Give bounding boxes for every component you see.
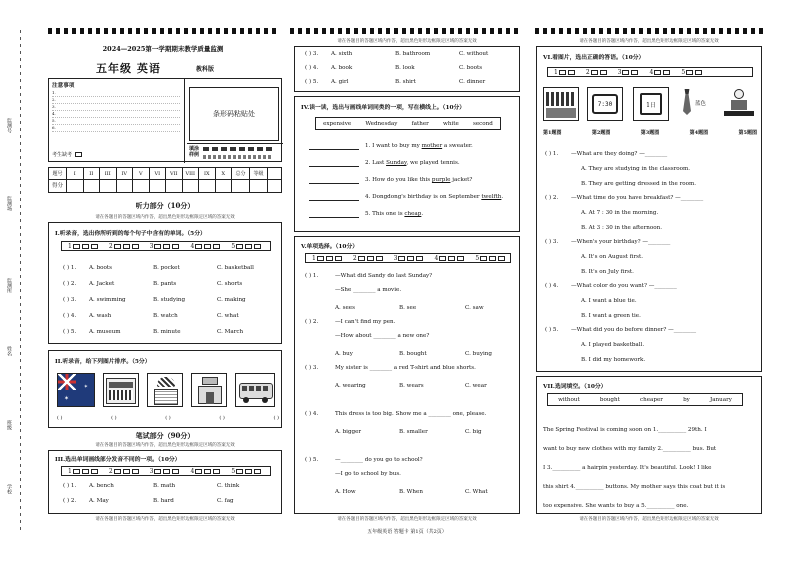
question-text [365, 143, 473, 149]
option-b: B. bathroom [395, 51, 431, 57]
score-header-cell: X [216, 168, 233, 179]
answer-slot[interactable]: 3 [150, 243, 181, 250]
section-2 [48, 350, 282, 428]
side-label-class: 班级 [6, 420, 12, 430]
answer-bracket[interactable]: ( ) 4. [63, 313, 77, 319]
side-label-school: 学校 [6, 484, 12, 494]
option-c: C. What [465, 489, 488, 495]
option-c: C. making [217, 297, 246, 303]
notice-title: 注意事项 [52, 83, 75, 89]
picture-caption: 第3题图 [640, 130, 660, 136]
info-box [48, 78, 282, 162]
answer-bracket[interactable]: ( ) 1. [63, 483, 77, 489]
question-block [305, 457, 515, 503]
question-text: —What did you do before dinner? —________ [571, 327, 697, 333]
question-text-2: —How about ________ a new one? [335, 333, 430, 339]
text-segment: 3. How do you like this [365, 177, 432, 183]
word-bank-item: bought [599, 396, 620, 403]
answer-slot[interactable]: 1 [312, 255, 343, 262]
top-dash-bar [290, 28, 520, 34]
text-segment: 5. This one is [365, 211, 405, 217]
option-a: A. swimming [89, 297, 126, 303]
option-b: B. minute [153, 329, 181, 335]
answer-bracket[interactable]: ( ) 4. [305, 411, 319, 417]
question-row [305, 51, 515, 65]
option-b: B. studying [153, 297, 186, 303]
top-dash-bar [48, 28, 278, 34]
score-header-cell: IX [199, 168, 216, 179]
calendar-day: 1日 [640, 93, 662, 115]
question-block [305, 319, 515, 365]
option-b: B. pocket [153, 265, 180, 271]
section-1-answer-row [61, 241, 271, 251]
option-c: C. dinner [459, 79, 486, 85]
question-row [63, 281, 273, 297]
section-5-answer-row [305, 253, 511, 263]
option-b: B. I did my homework. [581, 357, 646, 363]
question-block [305, 365, 515, 411]
option-c: C. March [217, 329, 244, 335]
section-5-items [305, 273, 515, 503]
score-header-cell: 题号 [49, 168, 67, 179]
section-7-title: VII.选词填空。（10分） [543, 384, 607, 390]
tie-color-label: 蓝色 [695, 101, 707, 107]
option-b: B. When [399, 489, 423, 495]
listening-title: 听力部分（10分） [135, 201, 195, 210]
notice-band: 请在各题目的答题区域内作答，超出黑色矩形边框限定区域的答案无效 [95, 517, 235, 522]
order-bracket[interactable]: ( ) [57, 415, 63, 421]
answer-slot[interactable]: 2 [353, 255, 384, 262]
section-3-answer-row [61, 466, 271, 476]
section-1 [48, 222, 282, 344]
fill-row [309, 211, 515, 228]
option-b: B. look [395, 65, 415, 71]
text-segment: a sweater. [442, 143, 473, 149]
order-bracket[interactable]: ( ) [165, 415, 171, 421]
question-text: —________ do you go to school? [335, 457, 423, 463]
passage [543, 421, 757, 516]
option-a: A. How [335, 489, 356, 495]
option-a: A. museum [89, 329, 121, 335]
text-segment: 2. Last [365, 160, 387, 166]
side-label-name: 姓名 [6, 346, 12, 356]
question-row [63, 265, 273, 281]
answer-bracket[interactable]: ( ) 5. [63, 329, 77, 335]
option-b: B. They are getting dressed in the room. [581, 181, 697, 187]
answer-slot[interactable]: 4 [190, 243, 221, 250]
answer-blank[interactable] [309, 183, 359, 184]
option-c: C. without [459, 51, 489, 57]
section-3-title: III.选出单词画线部分发音不同的一项。（10分） [55, 457, 181, 463]
notice-body [52, 90, 180, 132]
word-bank-item: cheaper [639, 396, 663, 403]
picture-caption: 第1题图 [543, 130, 562, 136]
barcode-area: 条形码粘贴处 [189, 87, 279, 141]
fill-sample-wrong [203, 155, 273, 159]
fill-row [309, 160, 515, 177]
picture-order-brackets [57, 415, 279, 421]
answer-slot[interactable]: 2 [109, 468, 140, 475]
text-segment: . [501, 194, 504, 200]
answer-blank[interactable] [309, 149, 359, 150]
score-value-row [48, 180, 282, 193]
option-b: B. see [399, 305, 417, 311]
exam-title: 2024—2025第一学期期末教学质量监测 [102, 45, 224, 53]
answer-bracket[interactable]: ( ) 2. [305, 319, 319, 325]
question-text: —What are they doing? —________ [571, 151, 668, 157]
section-7 [536, 376, 762, 514]
side-label-exam-number: 监测号 [6, 118, 12, 133]
notice-line: 6. [52, 125, 180, 132]
answer-bracket[interactable]: ( ) 3. [305, 365, 319, 371]
answer-slot[interactable]: 3 [618, 69, 640, 76]
answer-bracket[interactable]: ( ) 3. [545, 239, 559, 245]
word-bank-item: father [411, 120, 429, 127]
fill-sample-label: 填涂样例 [189, 146, 200, 158]
edition-label: 教科版 [196, 66, 215, 73]
classroom-picture [543, 87, 579, 121]
option-b: B. At 3 : 30 in the afternoon. [581, 225, 662, 231]
answer-slot[interactable]: 4 [190, 468, 221, 475]
answer-bracket[interactable]: ( ) 4. [545, 283, 559, 289]
answer-bracket[interactable]: ( ) 1. [63, 265, 77, 271]
section-1-items [63, 265, 273, 345]
order-bracket[interactable]: ( ) [273, 415, 279, 421]
answer-slot[interactable]: 2 [586, 69, 608, 76]
fill-sample [187, 143, 283, 163]
score-cell[interactable] [232, 180, 250, 192]
word-bank-item: by [683, 396, 690, 403]
answer-bracket[interactable]: ( ) 1. [545, 151, 559, 157]
option-b: B. hard [153, 498, 174, 504]
question-text: My sister is ________ a red T-shirt and blue shorts. [335, 365, 476, 371]
score-cell[interactable] [67, 180, 84, 192]
section-7-word-bank [547, 393, 743, 406]
question-row [305, 65, 515, 79]
score-header-cell: V [133, 168, 150, 179]
answer-blank[interactable] [309, 217, 359, 218]
section-3-items [63, 483, 273, 513]
option-b: B. math [153, 483, 176, 489]
section-2-title: II.听录音，给下列图片排序。（5分） [55, 359, 151, 365]
score-cell[interactable] [84, 180, 101, 192]
text-segment: 1. I want to buy my [365, 143, 422, 149]
option-a: A. book [331, 65, 353, 71]
score-cell[interactable] [100, 180, 117, 192]
score-table [48, 167, 282, 193]
answer-slot[interactable]: 3 [150, 468, 181, 475]
question-row [63, 297, 273, 313]
score-cell[interactable] [250, 180, 268, 192]
cap-sweater-picture [147, 373, 183, 407]
answer-bracket[interactable]: ( ) 1. [305, 273, 319, 279]
absent-label [52, 151, 83, 158]
question-row [63, 498, 273, 513]
score-cell[interactable] [133, 180, 150, 192]
question-text [365, 194, 503, 200]
score-cell[interactable] [216, 180, 233, 192]
notice-line: 1. [52, 90, 180, 97]
fill-row [309, 177, 515, 194]
option-b: B. I want a green tie. [581, 313, 641, 319]
subject-grade: 五年级 英语 [96, 62, 161, 75]
picture-captions [543, 129, 757, 136]
fill-sample-correct [203, 147, 273, 151]
section-4-title: IV.读一读，选出与画线单词同类的一项，写在横线上。（10分） [301, 105, 466, 111]
answer-bracket[interactable]: ( ) 2. [63, 498, 77, 504]
question-text [365, 211, 423, 217]
question-block [545, 283, 757, 327]
notice-line: 2. [52, 97, 180, 104]
order-bracket[interactable]: ( ) [111, 415, 117, 421]
answer-slot[interactable]: 4 [434, 255, 465, 262]
section-6-items [545, 151, 757, 371]
option-a: A. wash [89, 313, 112, 319]
word-bank-item: Wednesday [365, 120, 398, 127]
question-text-2: —I go to school by bus. [335, 471, 401, 477]
score-header-cell: VI [150, 168, 167, 179]
question-block [545, 239, 757, 283]
order-bracket[interactable]: ( ) [219, 415, 225, 421]
option-c: C. basketball [217, 265, 254, 271]
question-text: —When's your birthday? —________ [571, 239, 671, 245]
underlined-word: twelfth [481, 194, 502, 200]
text-segment: , we played tennis. [406, 160, 460, 166]
answer-bracket[interactable]: ( ) 2. [545, 195, 559, 201]
notice-line: 4. [52, 111, 180, 118]
fill-row [309, 143, 515, 160]
score-header-cell: 总分 [232, 168, 250, 179]
answer-bracket[interactable]: ( ) 4. [305, 65, 319, 71]
answer-bracket[interactable]: ( ) 3. [305, 51, 319, 57]
section-5 [294, 236, 520, 514]
school-bus-picture [235, 373, 275, 407]
option-c: C. buying [465, 351, 492, 357]
side-label-exam-place: 监测所 [6, 278, 12, 293]
tie-picture [677, 87, 713, 121]
page-footer: 五年级英语 答题卡 第1页（共2页） [367, 529, 447, 535]
underlined-word: Sunday [386, 160, 407, 166]
question-text: —What color do you want? —________ [571, 283, 677, 289]
score-header-cell: I [67, 168, 84, 179]
section-4-word-bank [315, 117, 501, 130]
question-text [365, 160, 460, 166]
underlined-word: mother [421, 143, 443, 149]
question-block [545, 151, 757, 195]
score-header-cell: III [100, 168, 117, 179]
clock-picture [587, 87, 623, 121]
score-header-cell: VII [166, 168, 183, 179]
question-block [545, 195, 757, 239]
word-bank-item: expensive [323, 120, 352, 127]
answer-slot[interactable]: 4 [649, 69, 671, 76]
answer-blank[interactable] [309, 166, 359, 167]
word-bank-item: white [443, 120, 459, 127]
score-cell[interactable] [166, 180, 183, 192]
notice-band: 请在各题目的答题区域内作答，超出黑色矩形边框限定区域的答案无效 [95, 443, 235, 448]
option-b: B. smaller [399, 429, 428, 435]
section-6-title: VI.看图片，选出正确的答语。（10分） [543, 55, 645, 61]
question-text: —What time do you have breakfast? —________ [571, 195, 704, 201]
answer-bracket[interactable]: ( ) 2. [63, 281, 77, 287]
passage-line: want to buy new clothes with my family 2.__________ bus. But [543, 446, 717, 452]
picture-caption: 第4题图 [689, 130, 709, 136]
section-6-answer-row [547, 67, 753, 77]
picture-caption: 第2题图 [591, 130, 611, 136]
section-6 [536, 46, 762, 372]
option-b: B. wears [399, 383, 424, 389]
question-row [63, 483, 273, 498]
answer-bracket[interactable]: ( ) 3. [63, 297, 77, 303]
option-c: C. big [465, 429, 482, 435]
gift-store-picture [191, 373, 227, 407]
score-cell[interactable] [183, 180, 200, 192]
option-a: A. I played basketball. [581, 342, 645, 348]
calendar-day-picture [633, 87, 669, 121]
underlined-word: cheap [404, 211, 422, 217]
word-bank-item: January [709, 396, 732, 403]
question-block [305, 411, 515, 457]
answer-bracket[interactable]: ( ) 5. [305, 457, 319, 463]
question-text: This dress is too big. Show me a ________ one, please. [335, 411, 487, 417]
question-row [305, 79, 515, 93]
answer-slot[interactable]: 2 [109, 243, 140, 250]
top-dash-bar [535, 28, 765, 34]
word-bank-item: without [558, 396, 580, 403]
question-row [63, 329, 273, 345]
option-a: A. It's on August first. [581, 254, 644, 260]
answer-bracket[interactable]: ( ) 5. [545, 327, 559, 333]
text-segment: jacket? [450, 177, 473, 183]
option-b: B. shirt [395, 79, 416, 85]
question-text-2: —She ________ a movie. [335, 287, 402, 293]
score-cell[interactable] [117, 180, 134, 192]
section-4-items [309, 143, 515, 228]
question-text: —What did Sandy do last Sunday? [335, 273, 433, 279]
boy-homework-picture [721, 87, 757, 121]
australia-flag-picture: ✶ ✶ [57, 373, 95, 407]
answer-slot[interactable]: 5 [231, 243, 262, 250]
passage-line: too expensive. She wants to buy a 5.__________ one. [543, 503, 689, 509]
option-a: A. They are studying in the classroom. [581, 166, 691, 172]
notice-band: 请在各题目的答题区域内作答，超出黑色矩形边框限定区域的答案无效 [337, 517, 477, 522]
fill-row [309, 194, 515, 211]
answer-bracket[interactable]: ( ) 5. [305, 79, 319, 85]
option-a: A. girl [331, 79, 349, 85]
notice-band: 请在各题目的答题区域内作答，超出黑色矩形边框限定区域的答案无效 [579, 39, 719, 44]
option-c: C. what [217, 313, 239, 319]
option-a: A. wearing [335, 383, 366, 389]
section-3-continued-items [305, 51, 515, 93]
option-a: A. boots [89, 265, 113, 271]
option-a: A. At 7 : 30 in the morning. [581, 210, 659, 216]
notice-line: 5. [52, 118, 180, 125]
binding-line [20, 30, 21, 530]
absent-text: 考生缺考 [52, 152, 73, 158]
option-c: C. saw [465, 305, 484, 311]
answer-blank[interactable] [309, 200, 359, 201]
option-c: C. shorts [217, 281, 243, 287]
score-header-row [48, 167, 282, 180]
question-row [63, 313, 273, 329]
option-c: C. wear [465, 383, 487, 389]
word-bank-item: second [472, 120, 493, 127]
option-a: A. sees [335, 305, 355, 311]
section-3-continued [294, 46, 520, 92]
written-title: 笔试部分（90分） [135, 431, 195, 440]
text-segment: 4. Dongdong's birthday is on September [365, 194, 482, 200]
answer-slot[interactable]: 5 [681, 69, 703, 76]
option-c: C. fag [217, 498, 234, 504]
answer-slot[interactable]: 5 [475, 255, 506, 262]
score-header-cell: 等级 [250, 168, 268, 179]
score-header-cell: IV [117, 168, 134, 179]
score-header-cell: VIII [183, 168, 200, 179]
passage-line: this shirt 4.__________ buttons. My mother says this coat but it is [543, 484, 726, 490]
option-a: A. Jacket [89, 281, 115, 287]
option-a: A. bigger [335, 429, 362, 435]
notice-band: 请在各题目的答题区域内作答，超出黑色矩形边框限定区域的答案无效 [579, 517, 719, 522]
passage-line: The Spring Festival is coming soon on 1.__________ 29th. I [543, 427, 707, 433]
question-block [305, 273, 515, 319]
option-b: B. bought [399, 351, 427, 357]
question-text: —I can't find my pen. [335, 319, 396, 325]
text-segment: . [421, 211, 424, 217]
option-a: A. I want a blue tie. [581, 298, 637, 304]
option-a: A. bench [89, 483, 114, 489]
option-b: B. watch [153, 313, 178, 319]
option-b: B. pants [153, 281, 177, 287]
answer-slot[interactable]: 1 [68, 468, 99, 475]
score-cell[interactable] [150, 180, 167, 192]
score-header-cell: II [84, 168, 101, 179]
picture-caption: 第5题图 [738, 130, 757, 136]
option-a: A. buy [335, 351, 353, 357]
section-1-title: I.听录音，选出你所听到的每个句子中含有的单词。（5分） [55, 231, 206, 237]
notice-band: 请在各题目的答题区域内作答，超出黑色矩形边框限定区域的答案无效 [337, 39, 477, 44]
passage-line: I 3.__________ a hairpin yesterday. It's beautiful. Look! I like [543, 465, 712, 471]
option-c: C. boots [459, 65, 483, 71]
section-4 [294, 96, 520, 232]
section-3 [48, 450, 282, 514]
option-c: C. think [217, 483, 240, 489]
score-cell[interactable] [199, 180, 216, 192]
score-row-label: 得分 [49, 180, 67, 192]
side-label-exam-site: 监测场 [6, 196, 12, 211]
option-b: B. It's on July first. [581, 269, 634, 275]
option-a: A. May [89, 498, 109, 504]
option-a: A. sixth [331, 51, 353, 57]
answer-slot[interactable]: 5 [231, 468, 262, 475]
clock-time: 7:30 [592, 94, 618, 114]
notice-band: 请在各题目的答题区域内作答，超出黑色矩形边框限定区域的答案无效 [95, 215, 235, 220]
answer-slot[interactable]: 1 [554, 69, 576, 76]
section-5-title: V.单项选择。（10分） [301, 244, 359, 250]
calendar-picture [103, 373, 139, 407]
question-block [545, 327, 757, 371]
notice-line: 3. [52, 104, 180, 111]
answer-slot[interactable]: 1 [68, 243, 99, 250]
absent-checkbox[interactable] [75, 152, 82, 157]
notice-panel [49, 79, 185, 163]
underlined-word: purple [431, 177, 451, 183]
question-text [365, 177, 472, 183]
answer-slot[interactable]: 3 [394, 255, 425, 262]
